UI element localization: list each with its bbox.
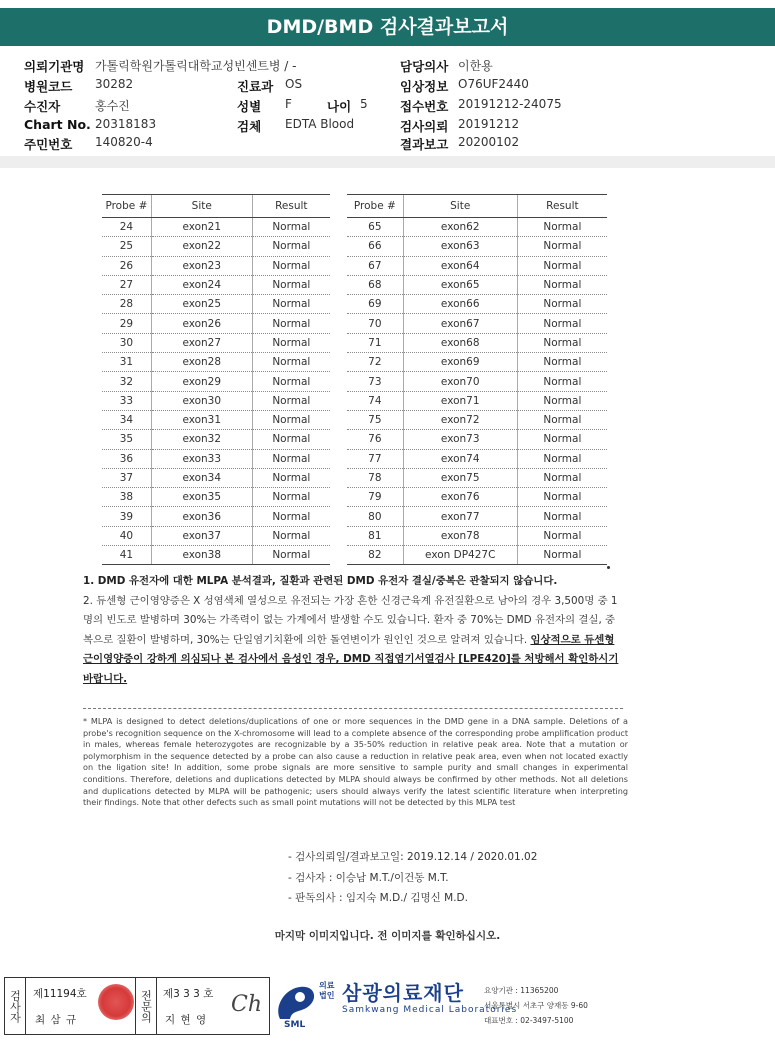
cell-probe: 32	[102, 372, 151, 391]
cell-probe: 25	[102, 237, 151, 256]
corp-contact	[484, 983, 588, 1028]
cell-site: exon35	[151, 488, 252, 507]
cell-probe: 26	[102, 256, 151, 275]
cell-probe: 29	[102, 314, 151, 333]
report-date-value: 20200102	[458, 135, 520, 149]
cell-result: Normal	[252, 275, 330, 294]
dashed-divider	[83, 708, 623, 709]
cell-site: exon68	[403, 333, 517, 352]
corp-name: 삼광의료재단	[342, 981, 464, 1005]
care-number: 요양기관 : 11365200	[484, 986, 559, 995]
cell-result: Normal	[517, 218, 607, 237]
table-row	[102, 468, 330, 487]
cell-probe: 78	[347, 468, 403, 487]
receipt-label: 접수번호	[400, 99, 449, 114]
last-page-note: 마지막 이미지입니다. 전 이미지를 확인하십시오.	[274, 930, 501, 942]
cell-site: exon31	[151, 410, 252, 429]
cell-probe: 36	[102, 449, 151, 468]
receipt-value: 20191212-24075	[458, 97, 562, 111]
cell-probe: 75	[347, 410, 403, 429]
col-header-site: Site	[403, 195, 517, 218]
table-row	[102, 391, 330, 410]
cell-probe: 28	[102, 295, 151, 314]
cell-result: Normal	[517, 468, 607, 487]
request-value: 20191212	[458, 117, 520, 131]
patient-header	[0, 54, 775, 154]
report-date-label: 결과보고	[400, 137, 449, 152]
cell-site: exon78	[403, 526, 517, 545]
table-row	[347, 353, 607, 372]
cell-result: Normal	[252, 488, 330, 507]
cell-probe: 33	[102, 391, 151, 410]
cell-probe: 71	[347, 333, 403, 352]
header-separator	[0, 156, 775, 168]
cell-probe: 81	[347, 526, 403, 545]
probe-table-right	[347, 194, 607, 565]
checker-label-text: 검사자	[8, 989, 22, 1023]
table-row	[102, 256, 330, 275]
cell-site: exon37	[151, 526, 252, 545]
specimen-label: 검체	[237, 119, 262, 134]
table-row	[347, 391, 607, 410]
table-row	[102, 237, 330, 256]
note-2-recommendation: 임상적으로 듀센형 근이영양증이 강하게 의심되나 본 검사에서 음성인 경우, DMD 직접염기서열검사 [LPE420]를 처방해서 확인하시기 바랍니다.	[83, 633, 619, 685]
cell-result: Normal	[252, 237, 330, 256]
reviewer-name: 지 현 영	[165, 1014, 208, 1026]
table-row	[102, 488, 330, 507]
note-2-body: 2. 듀센형 근이영양증은 X 성염색체 열성으로 유전되는 가장 흔한 신경근육계 유전질환으로 남아의 경우 3,500명 중 1명의 빈도로 발병하며 30%는 가족력이 없는 가계에서 발생할 수도 있습니다. 환자 중 70%는 DMD 유전자의 결실, 중복으로 질환이 발병하며, 30%는 단일염기치환에 의한 돌연변이가 원인인 것으로 알려져 있습니다.	[83, 594, 618, 646]
signature-box	[4, 977, 270, 1035]
cell-probe: 24	[102, 218, 151, 237]
cell-site: exon27	[151, 333, 252, 352]
checker-name: 최 삼 규	[35, 1014, 78, 1026]
cell-probe: 38	[102, 488, 151, 507]
cell-site: exon67	[403, 314, 517, 333]
table-row	[102, 372, 330, 391]
col-header-probe: Probe #	[102, 195, 151, 218]
corp-name-en: Samkwang Medical Laboratories	[342, 1005, 518, 1015]
table-row	[102, 410, 330, 429]
dept-value: OS	[285, 77, 303, 91]
cell-result: Normal	[517, 333, 607, 352]
handwritten-signature: Ch	[231, 992, 263, 1017]
table-row	[102, 218, 330, 237]
cell-probe: 77	[347, 449, 403, 468]
cell-site: exon22	[151, 237, 252, 256]
note-1: 1. DMD 유전자에 대한 MLPA 분석결과, 질환과 관련된 DMD 유전자 결실/중복은 관찰되지 않습니다.	[83, 575, 558, 587]
cell-probe: 74	[347, 391, 403, 410]
table-row	[347, 546, 607, 565]
table-row	[102, 546, 330, 565]
col-header-site: Site	[151, 195, 252, 218]
cell-site: exon34	[151, 468, 252, 487]
cell-probe: 73	[347, 372, 403, 391]
cell-probe: 65	[347, 218, 403, 237]
report-meta	[288, 847, 537, 909]
cell-site: exon71	[403, 391, 517, 410]
cell-site: exon62	[403, 218, 517, 237]
cell-probe: 27	[102, 275, 151, 294]
footer	[0, 963, 775, 1043]
note-2	[83, 592, 623, 690]
cell-site: exon28	[151, 353, 252, 372]
meta-reader: - 판독의사 : 임지숙 M.D./ 김명신 M.D.	[288, 892, 468, 904]
cell-result: Normal	[517, 430, 607, 449]
cell-site: exon70	[403, 372, 517, 391]
cell-result: Normal	[252, 256, 330, 275]
cell-site: exon64	[403, 256, 517, 275]
cell-result: Normal	[252, 218, 330, 237]
vline	[25, 978, 26, 1034]
cell-result: Normal	[517, 237, 607, 256]
clinical-value: O76UF2440	[458, 77, 529, 91]
table-row	[102, 275, 330, 294]
cell-result: Normal	[252, 372, 330, 391]
cell-site: exon36	[151, 507, 252, 526]
cell-result: Normal	[252, 430, 330, 449]
cell-result: Normal	[252, 546, 330, 565]
specimen-value: EDTA Blood	[285, 117, 355, 131]
code-label: 병원코드	[24, 79, 73, 94]
reviewer-no: 제3 3 3 호	[163, 988, 214, 1000]
cell-probe: 39	[102, 507, 151, 526]
report-title: DMD/BMD 검사결과보고서	[0, 8, 775, 46]
meta-tester: - 검사자 : 이승남 M.T./이건동 M.T.	[288, 871, 449, 884]
cell-site: exon63	[403, 237, 517, 256]
table-row	[347, 526, 607, 545]
cell-result: Normal	[517, 410, 607, 429]
stray-dot	[607, 566, 610, 569]
cell-site: exon24	[151, 275, 252, 294]
sex-value: F	[285, 97, 292, 111]
table-row	[347, 295, 607, 314]
ssn-label: 주민번호	[24, 137, 73, 152]
cell-site: exon38	[151, 546, 252, 565]
cell-probe: 79	[347, 488, 403, 507]
table-row	[347, 333, 607, 352]
table-row	[347, 314, 607, 333]
cell-result: Normal	[252, 295, 330, 314]
table-row	[347, 275, 607, 294]
cell-probe: 70	[347, 314, 403, 333]
table-row	[347, 256, 607, 275]
cell-site: exon66	[403, 295, 517, 314]
cell-result: Normal	[517, 391, 607, 410]
cell-result: Normal	[252, 507, 330, 526]
cell-result: Normal	[517, 314, 607, 333]
table-row	[347, 430, 607, 449]
cell-site: exon30	[151, 391, 252, 410]
table-row	[102, 314, 330, 333]
age-value: 5	[360, 97, 368, 111]
age-label: 나이	[327, 99, 352, 114]
cell-probe: 67	[347, 256, 403, 275]
cell-site: exon77	[403, 507, 517, 526]
request-label: 검사의뢰	[400, 119, 449, 134]
table-row	[347, 468, 607, 487]
logo-text: SML	[284, 1020, 306, 1030]
chart-value: 20318183	[95, 117, 157, 131]
cell-result: Normal	[517, 507, 607, 526]
cell-result: Normal	[517, 275, 607, 294]
cell-result: Normal	[517, 295, 607, 314]
cell-result: Normal	[252, 468, 330, 487]
cell-probe: 69	[347, 295, 403, 314]
doctor-label: 담당의사	[400, 59, 449, 74]
code-value: 30282	[95, 77, 134, 91]
chart-label: Chart No.	[24, 117, 91, 132]
cell-probe: 68	[347, 275, 403, 294]
table-row	[347, 218, 607, 237]
dept-label: 진료과	[237, 79, 274, 94]
patient-value: 홍수진	[95, 99, 130, 113]
corp-phone: 대표번호 : 02-3497-5100	[484, 1016, 574, 1025]
cell-result: Normal	[252, 353, 330, 372]
cell-site: exon74	[403, 449, 517, 468]
cell-site: exon DP427C	[403, 546, 517, 565]
table-row	[102, 507, 330, 526]
doctor-value: 이한용	[458, 59, 493, 73]
cell-site: exon21	[151, 218, 252, 237]
cell-result: Normal	[517, 256, 607, 275]
col-header-result: Result	[517, 195, 607, 218]
cell-site: exon65	[403, 275, 517, 294]
cell-probe: 82	[347, 546, 403, 565]
cell-result: Normal	[252, 410, 330, 429]
cell-probe: 41	[102, 546, 151, 565]
cell-result: Normal	[252, 391, 330, 410]
table-row	[102, 333, 330, 352]
col-header-result: Result	[252, 195, 330, 218]
cell-probe: 34	[102, 410, 151, 429]
clinical-label: 임상정보	[400, 79, 449, 94]
reviewer-label-text: 전문의	[139, 989, 153, 1023]
cell-site: exon73	[403, 430, 517, 449]
table-row	[347, 237, 607, 256]
table-row	[102, 449, 330, 468]
mlpa-disclaimer: * MLPA is designed to detect deletions/duplications of one or more sequences in the DMD gene in a DNA sample. Deletions of a probe's recognition sequence on the X-chromosome will lead to a complete absence of the corresponding probe amplification product in males, whereas female heterozygotes are recognizable by a 35-50% reduction in relative peak area. Note that a mutation or polymorphism in the sequence detected by a probe can also cause a reduction in relative peak area, even when not located exactly on the ligation site! In addition, some probe signals are more sensitive to sample purity and small changes in experimental conditions. Therefore, deletions and duplications detected by MLPA should always be confirmed by other methods. Not all deletions and duplications detected by MLPA will be pathogenic; users should always verify the latest scientific literature when interpreting their findings. Note that other defects such as small point mutations will not be detected by this MLPA test	[83, 716, 628, 808]
red-seal-stamp	[98, 984, 134, 1020]
table-row	[102, 295, 330, 314]
cell-result: Normal	[517, 546, 607, 565]
cell-site: exon26	[151, 314, 252, 333]
cell-probe: 40	[102, 526, 151, 545]
cell-result: Normal	[252, 526, 330, 545]
table-row	[347, 449, 607, 468]
result-notes	[83, 572, 623, 689]
cell-site: exon76	[403, 488, 517, 507]
cell-probe: 31	[102, 353, 151, 372]
cell-probe: 66	[347, 237, 403, 256]
cell-result: Normal	[517, 449, 607, 468]
corp-address: 서울특별시 서초구 양재동 9-60	[484, 1001, 588, 1010]
cell-result: Normal	[517, 372, 607, 391]
patient-label: 수진자	[24, 99, 61, 114]
inst-value: 가톨릭학원가톨릭대학교성빈센트병 / -	[95, 59, 297, 73]
cell-site: exon33	[151, 449, 252, 468]
cell-result: Normal	[252, 314, 330, 333]
cell-site: exon75	[403, 468, 517, 487]
table-row	[102, 526, 330, 545]
ssn-value: 140820-4	[95, 135, 153, 149]
cell-site: exon72	[403, 410, 517, 429]
cell-probe: 37	[102, 468, 151, 487]
cell-probe: 80	[347, 507, 403, 526]
report-image	[0, 168, 775, 963]
cell-site: exon69	[403, 353, 517, 372]
checker-no: 제11194호	[33, 988, 87, 1000]
probe-table-left	[102, 194, 330, 565]
cell-site: exon29	[151, 372, 252, 391]
reviewer-label	[136, 978, 156, 1034]
checker-label	[5, 978, 25, 1034]
cell-site: exon23	[151, 256, 252, 275]
cell-site: exon25	[151, 295, 252, 314]
cell-site: exon32	[151, 430, 252, 449]
table-row	[347, 410, 607, 429]
corp-type: 의료 법인	[319, 981, 335, 1000]
cell-probe: 30	[102, 333, 151, 352]
cell-result: Normal	[517, 353, 607, 372]
cell-probe: 72	[347, 353, 403, 372]
cell-probe: 35	[102, 430, 151, 449]
table-row	[347, 488, 607, 507]
sex-label: 성별	[237, 99, 262, 114]
cell-result: Normal	[517, 526, 607, 545]
table-row	[347, 507, 607, 526]
cell-result: Normal	[252, 333, 330, 352]
col-header-probe: Probe #	[347, 195, 403, 218]
table-row	[347, 372, 607, 391]
cell-result: Normal	[517, 488, 607, 507]
cell-probe: 76	[347, 430, 403, 449]
cell-result: Normal	[252, 449, 330, 468]
table-row	[102, 430, 330, 449]
meta-dates: - 검사의뢰일/결과보고일: 2019.12.14 / 2020.01.02	[288, 851, 538, 863]
table-row	[102, 353, 330, 372]
inst-label: 의뢰기관명	[24, 59, 85, 74]
vline	[156, 978, 157, 1034]
